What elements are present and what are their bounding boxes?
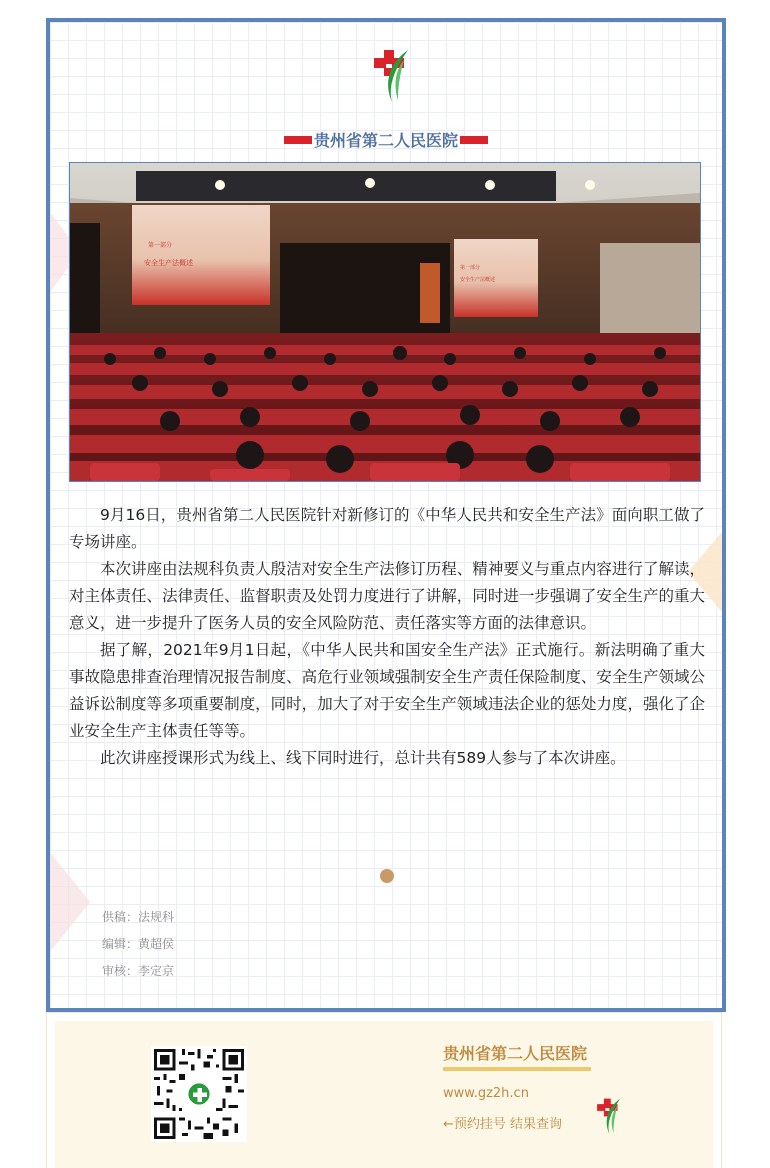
footer-panel bbox=[55, 1021, 713, 1168]
lecture-photo bbox=[69, 162, 701, 482]
slide-left-line1: 第一部分 bbox=[148, 242, 173, 249]
lecture-hall-image bbox=[70, 163, 700, 481]
article-paragraph: 此次讲座授课形式为线上、线下同时进行，总计共有589人参与了本次讲座。 bbox=[100, 749, 626, 767]
article-paragraph: 据了解，2021年9月1日起，《中华人民共和国安全生产法》正式施行。新法明确了重大事故隐患排查治理情况报告制度、高危行业领域强制安全生产责任保险制度、安全生产领域公益诉讼制度等多项重要制度，同时，加大了对于安全生产领域违法企业的惩处力度，强化了企业安全生产主体责任等等。 bbox=[69, 641, 705, 740]
slide-left-line2: 安全生产法概述 bbox=[144, 259, 193, 267]
credit-supply: 供稿：法规科 bbox=[102, 910, 175, 924]
footer-website[interactable]: www.gz2h.cn bbox=[443, 1086, 529, 1101]
footer bbox=[46, 1012, 722, 1168]
credit-review: 审核：李定京 bbox=[102, 964, 175, 978]
article-paragraph: 9月16日，贵州省第二人民医院针对新修订的《中华人民共和安全生产法》面向职工做了专场讲座。 bbox=[69, 506, 705, 551]
hospital-header bbox=[50, 128, 722, 151]
footer-title: 贵州省第二人民医院 bbox=[443, 1044, 588, 1063]
article-paragraph: 本次讲座由法规科负责人殷洁对安全生产法修订历程、精神要义与重点内容进行了解读，对主体责任、法律责任、监督职责及处罚力度进行了讲解，同时进一步强调了安全生产的重大意义，进一步提升了医务人员的安全风险防范、责任落实等方面的法律意识。 bbox=[69, 560, 705, 632]
credit-editor: 编辑：黄超侯 bbox=[102, 937, 175, 951]
slide-right-line2: 安全生产法概述 bbox=[460, 277, 496, 283]
red-bar-right bbox=[460, 136, 488, 144]
hospital-logo-icon bbox=[368, 44, 412, 104]
footer-underline bbox=[443, 1067, 591, 1071]
divider-dot bbox=[380, 869, 394, 883]
slide-right-line1: 第一部分 bbox=[460, 265, 481, 271]
article-body bbox=[69, 502, 705, 772]
credits bbox=[102, 904, 174, 985]
qr-code-pattern bbox=[154, 1049, 244, 1139]
decorative-triangle bbox=[50, 852, 90, 952]
qr-code[interactable] bbox=[151, 1046, 247, 1142]
article-frame bbox=[46, 18, 726, 1012]
hospital-logo-icon bbox=[593, 1093, 623, 1137]
red-bar-left bbox=[284, 136, 312, 144]
footer-links[interactable]: ←预约挂号 结果查询 bbox=[443, 1117, 563, 1132]
hospital-name: 贵州省第二人民医院 bbox=[313, 131, 458, 150]
